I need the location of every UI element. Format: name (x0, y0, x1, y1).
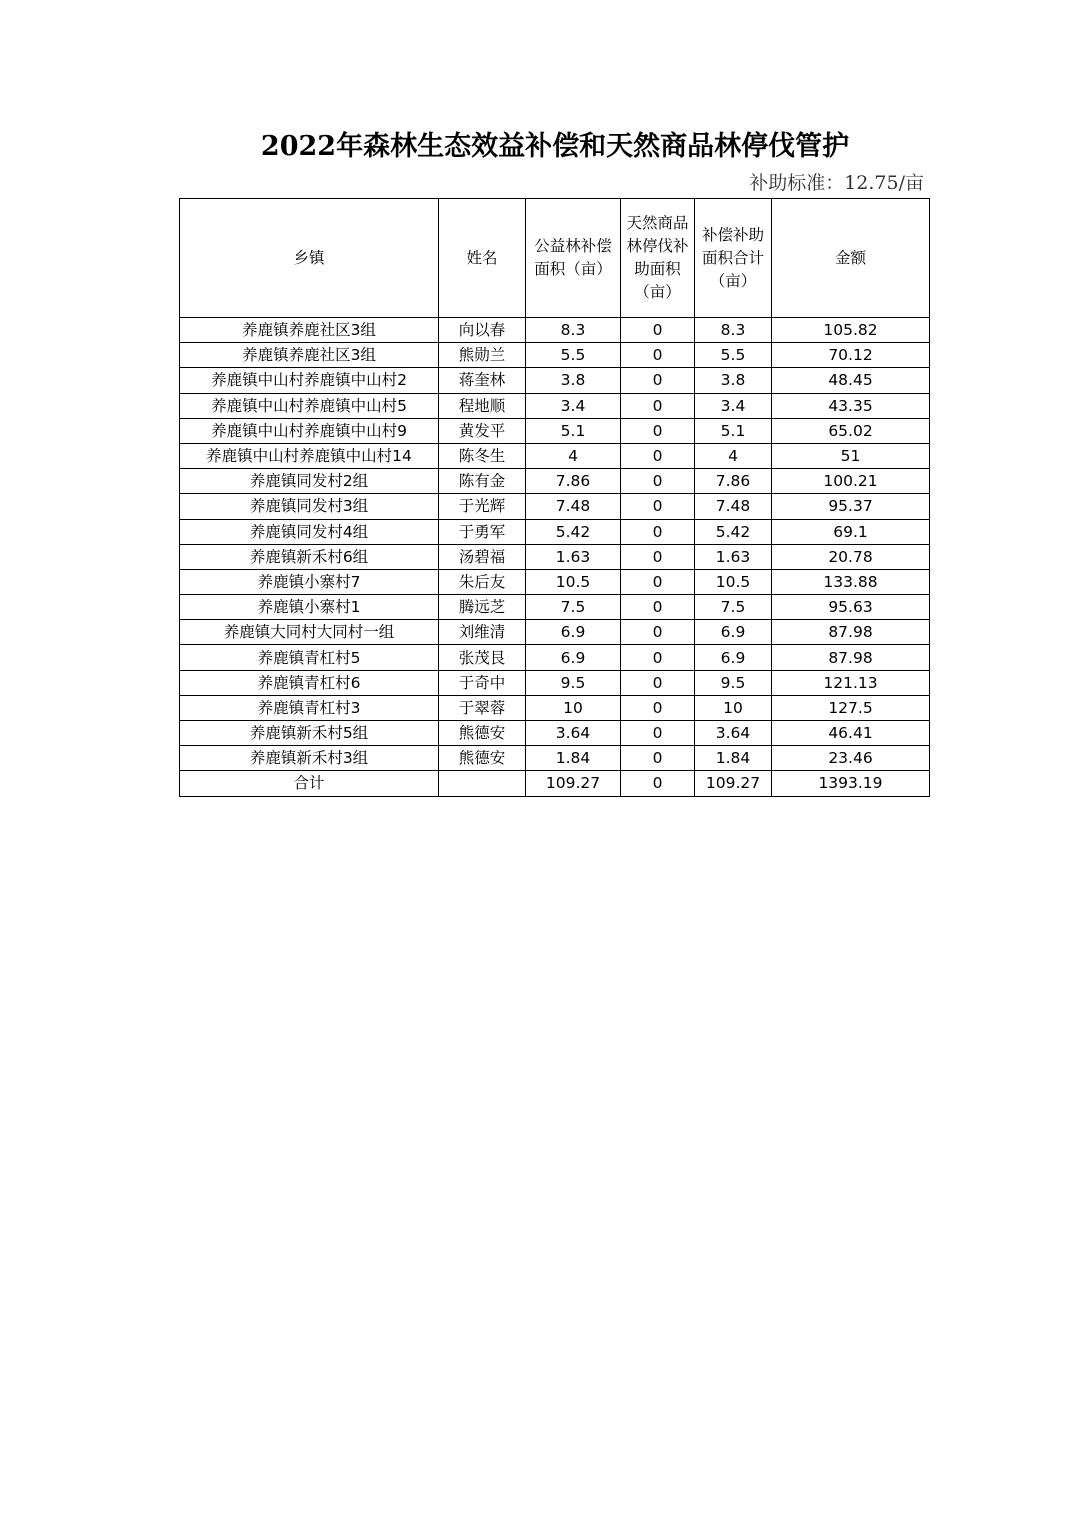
total-area-cell: 4 (695, 443, 772, 468)
natural-forest-area-cell: 0 (621, 343, 695, 368)
amount-cell: 43.35 (772, 393, 930, 418)
township-cell: 养鹿镇同发村3组 (180, 494, 439, 519)
name-cell: 朱后友 (439, 569, 526, 594)
township-cell: 养鹿镇青杠村3 (180, 695, 439, 720)
public-forest-area-cell: 5.42 (526, 519, 621, 544)
total-area-cell: 5.5 (695, 343, 772, 368)
public-forest-area-cell: 7.5 (526, 595, 621, 620)
public-forest-area-cell: 10 (526, 695, 621, 720)
amount-cell: 23.46 (772, 746, 930, 771)
name-cell: 腾远芝 (439, 595, 526, 620)
table-row (180, 368, 930, 393)
township-cell: 养鹿镇小寨村1 (180, 595, 439, 620)
total-area-cell: 6.9 (695, 645, 772, 670)
amount-cell: 105.82 (772, 318, 930, 343)
header-public-forest-area: 公益林补偿面积（亩） (526, 199, 621, 318)
name-cell: 刘维清 (439, 620, 526, 645)
subsidy-standard: 补助标准：12.75/亩 (749, 172, 924, 194)
name-cell: 程地顺 (439, 393, 526, 418)
public-forest-area-cell: 3.64 (526, 721, 621, 746)
natural-forest-area-cell: 0 (621, 368, 695, 393)
table-row (180, 595, 930, 620)
table-row (180, 393, 930, 418)
natural-forest-area-cell: 0 (621, 469, 695, 494)
name-cell: 熊勋兰 (439, 343, 526, 368)
table-row (180, 318, 930, 343)
name-cell: 陈有金 (439, 469, 526, 494)
township-cell: 养鹿镇新禾村3组 (180, 746, 439, 771)
township-cell: 养鹿镇新禾村5组 (180, 721, 439, 746)
public-forest-area-cell: 1.84 (526, 746, 621, 771)
total-area-cell: 6.9 (695, 620, 772, 645)
township-cell: 养鹿镇养鹿社区3组 (180, 343, 439, 368)
township-cell: 养鹿镇同发村2组 (180, 469, 439, 494)
natural-forest-area-cell: 0 (621, 519, 695, 544)
name-cell: 陈冬生 (439, 443, 526, 468)
natural-forest-area-cell: 0 (621, 695, 695, 720)
page-title: 2022年森林生态效益补偿和天然商品林停伐管护 (260, 131, 850, 162)
amount-cell: 65.02 (772, 418, 930, 443)
table-row (180, 544, 930, 569)
public-forest-area-cell: 4 (526, 443, 621, 468)
amount-cell: 121.13 (772, 670, 930, 695)
public-forest-area-cell: 7.48 (526, 494, 621, 519)
table-header-row (180, 199, 930, 318)
public-forest-area-cell: 6.9 (526, 645, 621, 670)
township-cell: 养鹿镇同发村4组 (180, 519, 439, 544)
compensation-table (179, 198, 930, 797)
name-cell: 于光辉 (439, 494, 526, 519)
table-row (180, 695, 930, 720)
natural-forest-area-cell: 0 (621, 620, 695, 645)
township-cell: 养鹿镇养鹿社区3组 (180, 318, 439, 343)
table-row (180, 519, 930, 544)
amount-cell: 69.1 (772, 519, 930, 544)
name-cell: 黄发平 (439, 418, 526, 443)
total-area-cell: 9.5 (695, 670, 772, 695)
total-total-area-cell: 109.27 (695, 771, 772, 796)
name-cell: 于勇军 (439, 519, 526, 544)
total-area-cell: 1.63 (695, 544, 772, 569)
natural-forest-area-cell: 0 (621, 443, 695, 468)
natural-forest-area-cell: 0 (621, 418, 695, 443)
header-amount: 金额 (772, 199, 930, 318)
total-area-cell: 10.5 (695, 569, 772, 594)
total-township-cell: 合计 (180, 771, 439, 796)
public-forest-area-cell: 3.4 (526, 393, 621, 418)
natural-forest-area-cell: 0 (621, 721, 695, 746)
public-forest-area-cell: 1.63 (526, 544, 621, 569)
amount-cell: 87.98 (772, 620, 930, 645)
total-amount-cell: 1393.19 (772, 771, 930, 796)
natural-forest-area-cell: 0 (621, 544, 695, 569)
township-cell: 养鹿镇中山村养鹿镇中山村2 (180, 368, 439, 393)
total-natural-forest-area-cell: 0 (621, 771, 695, 796)
township-cell: 养鹿镇小寨村7 (180, 569, 439, 594)
name-cell: 汤碧福 (439, 544, 526, 569)
public-forest-area-cell: 5.5 (526, 343, 621, 368)
amount-cell: 48.45 (772, 368, 930, 393)
public-forest-area-cell: 6.9 (526, 620, 621, 645)
township-cell: 养鹿镇大同村大同村一组 (180, 620, 439, 645)
public-forest-area-cell: 5.1 (526, 418, 621, 443)
amount-cell: 133.88 (772, 569, 930, 594)
header-township: 乡镇 (180, 199, 439, 318)
table-row (180, 418, 930, 443)
name-cell: 蒋奎林 (439, 368, 526, 393)
total-area-cell: 5.42 (695, 519, 772, 544)
header-name: 姓名 (439, 199, 526, 318)
amount-cell: 100.21 (772, 469, 930, 494)
township-cell: 养鹿镇青杠村6 (180, 670, 439, 695)
amount-cell: 127.5 (772, 695, 930, 720)
public-forest-area-cell: 8.3 (526, 318, 621, 343)
total-area-cell: 7.86 (695, 469, 772, 494)
amount-cell: 20.78 (772, 544, 930, 569)
amount-cell: 87.98 (772, 645, 930, 670)
total-area-cell: 7.48 (695, 494, 772, 519)
table-row (180, 645, 930, 670)
amount-cell: 95.63 (772, 595, 930, 620)
amount-cell: 51 (772, 443, 930, 468)
total-name-cell (439, 771, 526, 796)
table-row (180, 746, 930, 771)
table-row (180, 469, 930, 494)
natural-forest-area-cell: 0 (621, 393, 695, 418)
name-cell: 熊德安 (439, 721, 526, 746)
total-public-forest-area-cell: 109.27 (526, 771, 621, 796)
natural-forest-area-cell: 0 (621, 595, 695, 620)
amount-cell: 95.37 (772, 494, 930, 519)
name-cell: 张茂艮 (439, 645, 526, 670)
total-area-cell: 3.64 (695, 721, 772, 746)
township-cell: 养鹿镇新禾村6组 (180, 544, 439, 569)
header-natural-forest-area: 天然商品林停伐补助面积（亩） (621, 199, 695, 318)
natural-forest-area-cell: 0 (621, 645, 695, 670)
header-total-area: 补偿补助面积合计（亩） (695, 199, 772, 318)
table-row (180, 343, 930, 368)
table-row (180, 443, 930, 468)
natural-forest-area-cell: 0 (621, 569, 695, 594)
name-cell: 熊德安 (439, 746, 526, 771)
amount-cell: 70.12 (772, 343, 930, 368)
total-area-cell: 1.84 (695, 746, 772, 771)
name-cell: 于奇中 (439, 670, 526, 695)
township-cell: 养鹿镇青杠村5 (180, 645, 439, 670)
total-row (180, 771, 930, 796)
public-forest-area-cell: 3.8 (526, 368, 621, 393)
table-row (180, 494, 930, 519)
total-area-cell: 10 (695, 695, 772, 720)
township-cell: 养鹿镇中山村养鹿镇中山村5 (180, 393, 439, 418)
township-cell: 养鹿镇中山村养鹿镇中山村9 (180, 418, 439, 443)
total-area-cell: 7.5 (695, 595, 772, 620)
natural-forest-area-cell: 0 (621, 670, 695, 695)
table-row (180, 620, 930, 645)
township-cell: 养鹿镇中山村养鹿镇中山村14 (180, 443, 439, 468)
total-area-cell: 3.8 (695, 368, 772, 393)
natural-forest-area-cell: 0 (621, 746, 695, 771)
total-area-cell: 5.1 (695, 418, 772, 443)
amount-cell: 46.41 (772, 721, 930, 746)
name-cell: 向以春 (439, 318, 526, 343)
total-area-cell: 8.3 (695, 318, 772, 343)
public-forest-area-cell: 9.5 (526, 670, 621, 695)
total-area-cell: 3.4 (695, 393, 772, 418)
table-row (180, 721, 930, 746)
natural-forest-area-cell: 0 (621, 318, 695, 343)
natural-forest-area-cell: 0 (621, 494, 695, 519)
table-row (180, 670, 930, 695)
public-forest-area-cell: 7.86 (526, 469, 621, 494)
public-forest-area-cell: 10.5 (526, 569, 621, 594)
name-cell: 于翠蓉 (439, 695, 526, 720)
table-row (180, 569, 930, 594)
